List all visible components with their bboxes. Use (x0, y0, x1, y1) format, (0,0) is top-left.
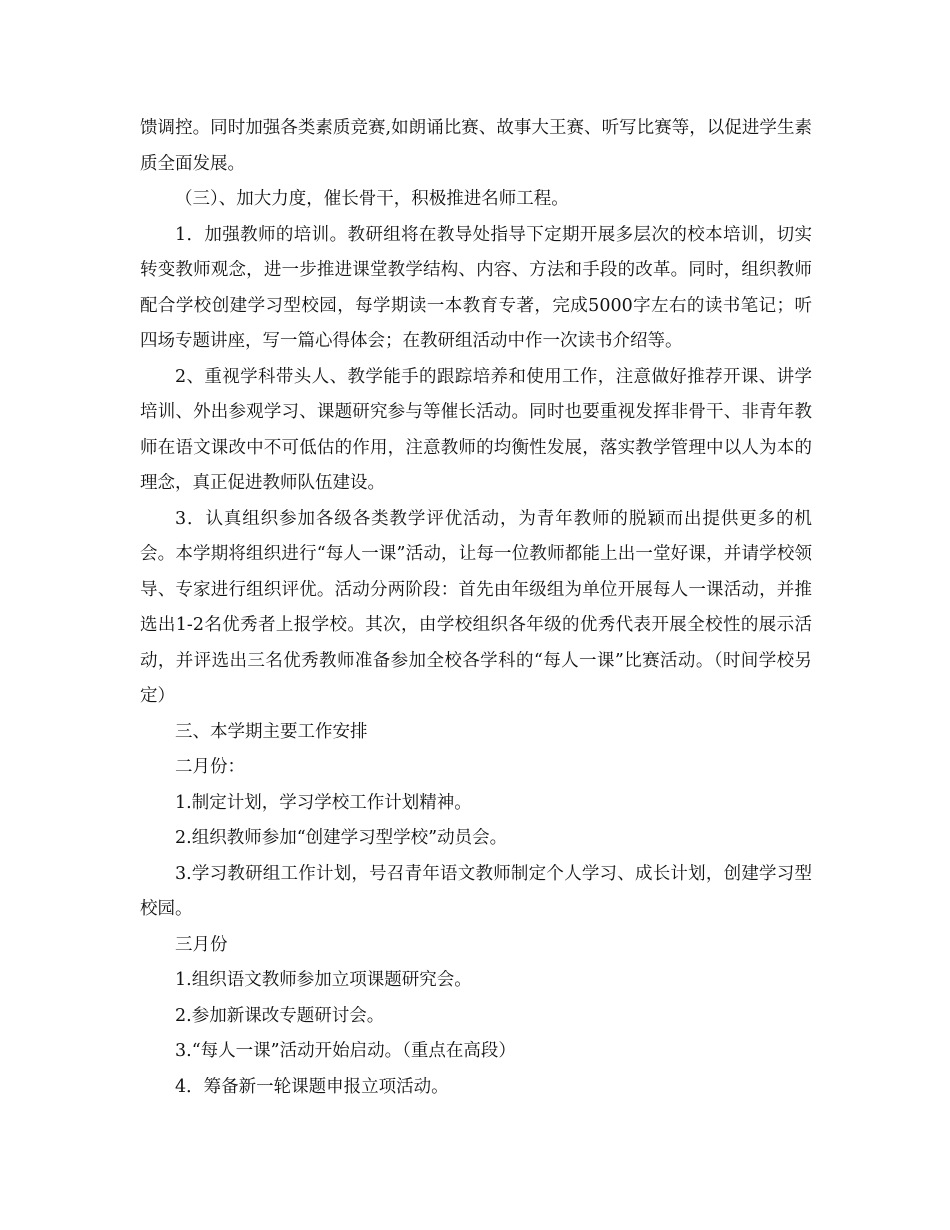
list-item: 3.“每人一课”活动开始启动。（重点在高段） (175, 1041, 516, 1061)
list-item: 3.学习教研组工作计划，号召青年语文教师制定个人学习、成长计划，创建学习型校园。 (140, 863, 812, 919)
month-heading-march: 三月份 (175, 934, 228, 955)
paragraph-subject-leaders: 2、重视学科带头人、教学能手的跟踪培养和使用工作，注意做好推荐开课、讲学培训、外出参观学习、课题研究参与等催长活动。同时也要重视发挥非骨干、非青年教师在语文课改中不可低估的作用，注意教师的均衡性发展，落实教学管理中以人为本的理念，真正促进教师队伍建设。 (140, 366, 812, 493)
list-item: 2.参加新课改专题研讨会。 (175, 1005, 385, 1026)
paragraph-teacher-training: 1．加强教师的培训。教研组将在教导处指导下定期开展多层次的校本培训，切实转变教师观念，进一步推进课堂教学结构、内容、方法和手段的改革。同时，组织教师配合学校创建学习型校园，每学期读一本教育专著，完成5000字左右的读书笔记；听四场专题讲座，写一篇心得体会；在教研组活动中作一次读书介绍等。 (140, 224, 812, 351)
month-heading-february: 二月份： (175, 757, 245, 777)
list-item: 2.组织教师参加“创建学习型学校”动员会。 (175, 828, 508, 848)
list-item: 1.组织语文教师参加立项课题研究会。 (175, 970, 472, 990)
list-item: 4．筹备新一轮课题申报立项活动。 (175, 1076, 449, 1097)
paragraph-continuation: 馈调控。同时加强各类素质竞赛,如朗诵比赛、故事大王赛、听写比赛等，以促进学生素质全面发展。 (140, 118, 812, 174)
list-item: 1.制定计划，学习学校工作计划精神。 (175, 792, 472, 813)
paragraph-teaching-evaluation: 3．认真组织参加各级各类教学评优活动，为青年教师的脱颖而出提供更多的机会。本学期将组织进行“每人一课”活动，让每一位教师都能上出一堂好课，并请学校领导、专家进行组织评优。活动分两阶段：首先由年级组为单位开展每人一课活动，并推选出1-2名优秀者上报学校。其次，由学校组织各年级的优秀代表开展全校性的展示活动，并评选出三名优秀教师准备参加全校各学科的“每人一课”比赛活动。（时间学校另定） (140, 508, 812, 706)
document-page (140, 111, 812, 1105)
section-heading-schedule: 三、本学期主要工作安排 (175, 721, 368, 742)
section-heading-3: （三）、加大力度，催长骨干，积极推进名师工程。 (175, 189, 569, 209)
